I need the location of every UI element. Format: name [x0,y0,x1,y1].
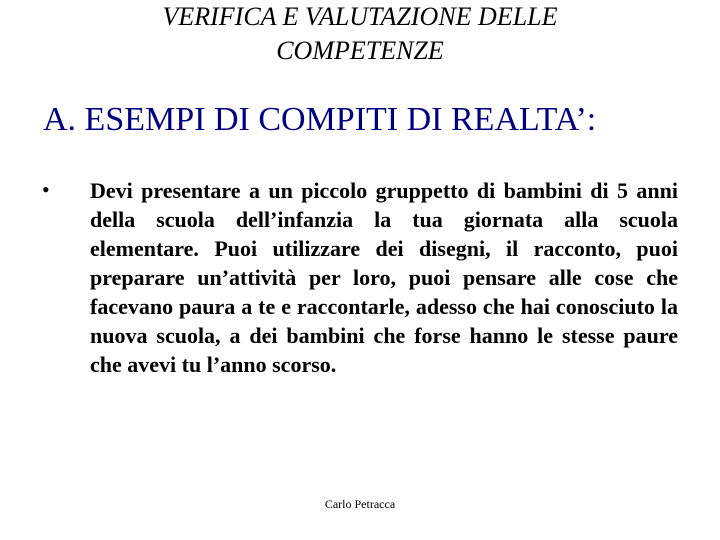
bullet-icon: • [42,177,50,202]
bullet-text: Devi presentare a un piccolo gruppetto di bambini di 5 anni della scuola dell’infanzia la tua giornata alla scuola elementare. Puoi utilizzare dei disegni, il racconto, puoi preparare un’attività per loro, puoi pensare alle cose che facevano paura a te e raccontarle, adesso che hai conosciuto la nuova scuola, a dei bambini che forse hanno le stesse paure che avevi tu l’anno scorso. [90,178,678,377]
section-heading: A. ESEMPI DI COMPITI DI REALTA’: [43,101,597,138]
bullet-item [42,176,682,379]
slide-title [0,0,720,68]
footer-author: Carlo Petracca [324,497,396,511]
slide-title-line-1: VERIFICA E VALUTAZIONE DELLE [162,2,558,31]
slide-title-line-2: COMPETENZE [276,36,444,65]
